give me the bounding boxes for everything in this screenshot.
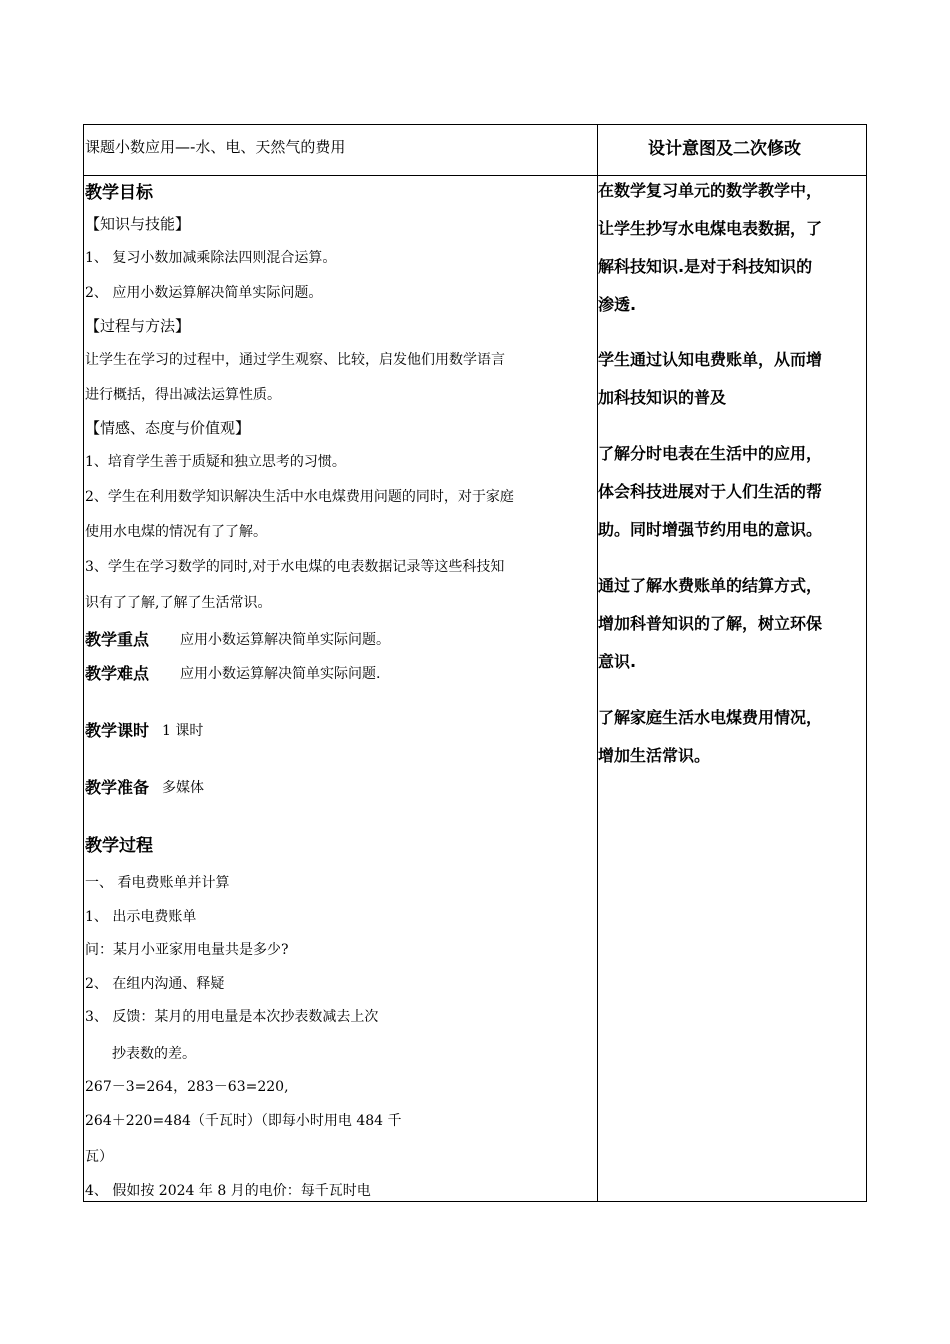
preparation-text: 多媒体: [162, 780, 204, 796]
intent-line-3: 解科技知识.是对于科技知识的: [598, 257, 813, 276]
emotion-attitude-heading: 【情感、态度与价值观】: [85, 419, 251, 437]
calc-line-2: 264＋220=484（千瓦时）（即每小时用电 484 千: [85, 1113, 402, 1129]
step-1-3: 3、 反馈：某月的用电量是本次抄表数减去上次: [85, 1009, 379, 1025]
step-1-3-cont: 抄表数的差。: [112, 1046, 196, 1062]
intent-line-5: 学生通过认知电费账单，从而增: [598, 350, 823, 369]
class-hours-text: 1 课时: [162, 723, 204, 739]
intent-line-10: 通过了解水费账单的结算方式，: [598, 576, 823, 595]
intent-line-9: 助。同时增强节约用电的意识。: [598, 520, 823, 539]
knowledge-item-1: 1、 复习小数加减乘除法四则混合运算。: [85, 250, 337, 266]
emotion-item-1: 1、培育学生善于质疑和独立思考的习惯。: [85, 454, 346, 470]
intent-line-11: 增加科普知识的了解，树立环保: [598, 614, 823, 633]
class-hours-label: 教学课时: [85, 721, 150, 740]
process-text-line-2: 进行概括，得出减法运算性质。: [85, 387, 281, 403]
intent-line-13: 了解家庭生活水电煤费用情况，: [598, 708, 823, 727]
step-1-title: 一、 看电费账单并计算: [85, 875, 230, 891]
knowledge-skills-heading: 【知识与技能】: [85, 215, 191, 233]
key-point-text: 应用小数运算解决简单实际问题。: [180, 632, 390, 648]
calc-line-3: 瓦）: [85, 1149, 113, 1165]
intent-line-4: 渗透.: [598, 295, 637, 314]
lesson-title: 课题小数应用—-水、电、天然气的费用: [85, 138, 346, 156]
step-1-2: 2、 在组内沟通、释疑: [85, 976, 225, 992]
intent-line-1: 在数学复习单元的数学教学中，: [598, 181, 823, 200]
header-divider: [84, 175, 866, 176]
teaching-goals-heading: 教学目标: [85, 183, 153, 203]
step-1-4: 4、 假如按 2024 年 8 月的电价：每千瓦时电: [85, 1183, 371, 1199]
intent-line-6: 加科技知识的普及: [598, 388, 727, 407]
intent-line-2: 让学生抄写水电煤电表数据，了: [598, 219, 823, 238]
emotion-item-3-line-2: 识有了了解,了解了生活常识。: [85, 595, 272, 611]
calc-line-1: 267－3=264，283－63=220,: [85, 1079, 289, 1095]
knowledge-item-2: 2、 应用小数运算解决简单实际问题。: [85, 285, 323, 301]
difficult-point-text: 应用小数运算解决简单实际问题.: [180, 666, 381, 682]
preparation-label: 教学准备: [85, 778, 150, 797]
intent-line-7: 了解分时电表在生活中的应用，: [598, 444, 823, 463]
emotion-item-3-line-1: 3、学生在学习数学的同时,对于水电煤的电表数据记录等这些科技知: [85, 559, 505, 575]
intent-line-8: 体会科技进展对于人们生活的帮: [598, 482, 823, 501]
teaching-process-heading: 教学过程: [85, 836, 153, 856]
design-intent-heading: 设计意图及二次修改: [648, 139, 801, 159]
step-question: 问：某月小亚家用电量共是多少?: [85, 942, 289, 958]
intent-line-12: 意识.: [598, 652, 637, 671]
difficult-point-label: 教学难点: [85, 664, 150, 683]
emotion-item-2-line-1: 2、学生在利用数学知识解决生活中水电煤费用问题的同时，对于家庭: [85, 489, 514, 505]
intent-line-14: 增加生活常识。: [598, 746, 711, 765]
emotion-item-2-line-2: 使用水电煤的情况有了了解。: [85, 524, 267, 540]
process-text-line-1: 让学生在学习的过程中，通过学生观察、比较，启发他们用数学语言: [85, 352, 505, 368]
key-point-label: 教学重点: [85, 630, 150, 649]
process-method-heading: 【过程与方法】: [85, 317, 191, 335]
step-1-1: 1、 出示电费账单: [85, 909, 197, 925]
